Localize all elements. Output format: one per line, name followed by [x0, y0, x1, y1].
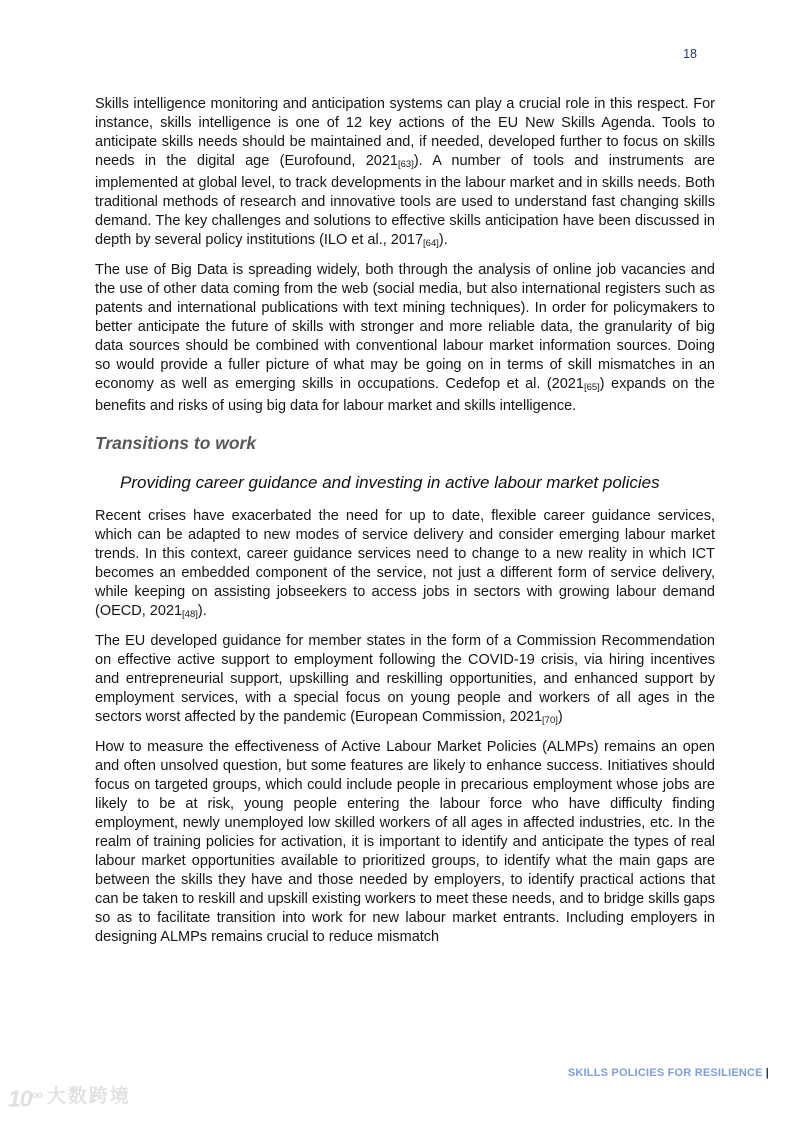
paragraph-text: ). — [197, 603, 207, 619]
paragraph-text: ) expands on the benefits and risks of using big data for labour market and skills intelligence. — [95, 376, 715, 414]
paragraph — [95, 632, 715, 730]
citation-ref: [63] — [397, 159, 414, 170]
footer-title: SKILLS POLICIES FOR RESILIENCE — [567, 1067, 763, 1079]
paragraph-group-bottom — [95, 507, 715, 947]
watermark-brand: 大数跨境 — [46, 1086, 131, 1107]
paragraph-text: ) — [557, 709, 563, 725]
paragraph — [95, 95, 715, 253]
citation-ref: [65] — [583, 382, 600, 393]
watermark-logo — [8, 1085, 42, 1110]
paragraph — [95, 261, 715, 416]
subsection-heading: Providing career guidance and investing in active labour market policies — [120, 473, 660, 492]
paragraph-text: Recent crises have exacerbated the need for up to date, flexible career guidance services, which can be adapted to new modes of service delivery and consider emerging labour market trends. In this context, career guidance services need to change to a new reality in which ICT becomes an embedded component of the service, not just a different form of service delivery, while keeping on assisting jobseekers to access jobs in sectors with growing labour demand (OECD, 2021 — [95, 508, 715, 619]
paragraph-text: The use of Big Data is spreading widely, both through the analysis of online job vacancies and the use of other data coming from the web (social media, but also international registers such as patents and international publications with text mining techniques). In order for policymakers to better anticipate the future of skills with stronger and more reliable data, the granularity of big data sources should be combined with conventional labour market information sources. Doing so would provide a fuller picture of what may be going on in terms of skill mismatches in an economy as well as emerging skills in occupations. Cedefop et al. (2021 — [95, 262, 715, 392]
citation-ref: [70] — [542, 715, 558, 726]
paragraph-text: The EU developed guidance for member states in the form of a Commission Recommendation on effective active support to employment following the COVID-19 crisis, via hiring incentives and entrepreneurial support, upskilling and reskilling opportunities, and enhanced support by employment services, with a special focus on young people and workers of all ages in the sectors worst affected by the pandemic (European Commission, 2021 — [95, 633, 715, 725]
citation-ref: [48] — [182, 609, 198, 620]
paragraph-text: ). — [438, 232, 448, 248]
paragraph-text: How to measure the effectiveness of Active Labour Market Policies (ALMPs) remains an open and often unsolved question, but some features are likely to enhance success. Initiatives should focus on targeted groups, which could include people in precarious employment whose jobs are likely to be at risk, young people entering the labour force who have difficulty finding employment, newly unemployed low skilled workers of all ages in affected industries, etc. In the realm of training policies for activation, it is important to identify and anticipate the types of real labour market opportunities available to prioritized groups, to identify what the main gaps are between the skills they have and those needed by employers, to identify practical actions that can be taken to reskill and upskill existing workers to meet these needs, and to bridge skills gaps so as to facilitate transition into work for new labour market entrants. Including employers in designing ALMPs remains crucial to reduce mismatch — [95, 739, 715, 945]
footer-separator: | — [765, 1067, 769, 1079]
watermark — [8, 1085, 131, 1110]
paragraph — [95, 507, 715, 624]
watermark-logo-sup: oo — [31, 1090, 42, 1101]
paragraph — [95, 738, 715, 947]
page-footer — [568, 1067, 769, 1079]
paragraph-text: Skills intelligence monitoring and anticipation systems can play a crucial role in this respect. For instance, skills intelligence is one of 12 key actions of the EU New Skills Agenda. Tools to anticipate skills needs should be maintained and, if needed, developed further to focus on skills needs in the digital age (Eurofound, 2021 — [95, 96, 715, 169]
paragraph-text: ). A number of tools and instruments are implemented at global level, to track developments in the labour market and in skills needs. Both traditional methods of research and innovative tools are used to understand fast changing skills demand. The key challenges and solutions to effective skills anticipation have been discussed in depth by several policy institutions (ILO et al., 2017 — [95, 153, 715, 248]
citation-ref: [64] — [423, 238, 439, 249]
page-content — [95, 95, 715, 955]
watermark-logo-main: 10 — [8, 1085, 32, 1112]
paragraph-group-top — [95, 95, 715, 416]
page-number: 18 — [683, 47, 697, 61]
section-heading: Transitions to work — [95, 433, 257, 453]
